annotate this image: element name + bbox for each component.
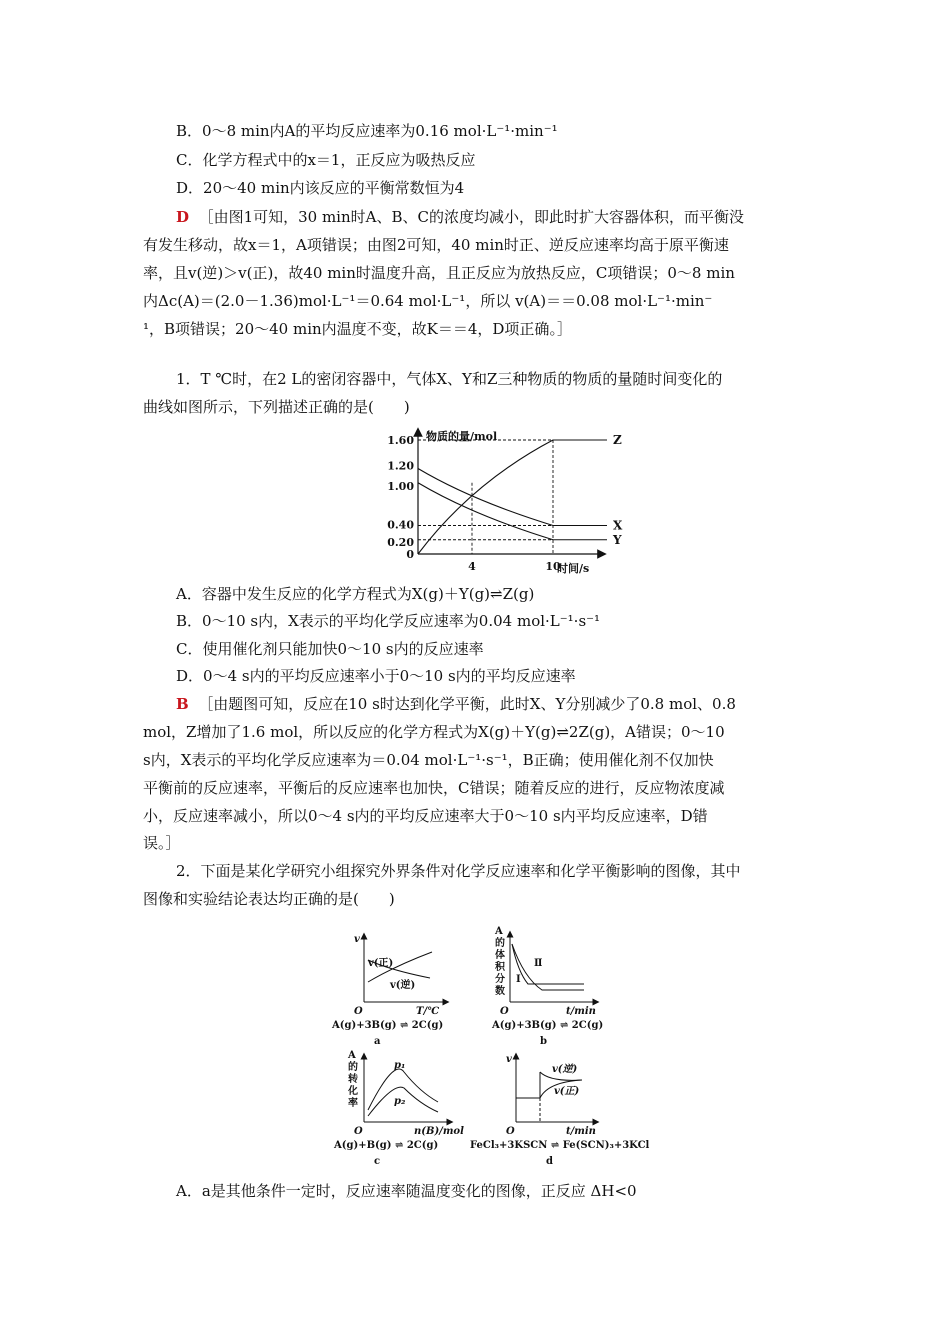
q1-explanation-4: 平衡前的反应速率，平衡后的反应速率也加快，C错误；随着反应的进行，反应物浓度减 bbox=[143, 779, 725, 797]
prev-answer: D bbox=[176, 208, 190, 226]
figure-d-curve2-label: v(正) bbox=[554, 1086, 580, 1097]
figure-b-xlabel: t/min bbox=[566, 1006, 596, 1017]
figure-d-xlabel: t/min bbox=[566, 1126, 596, 1137]
prev-explanation-5: ¹，B项错误；20～40 min内温度不变，故K＝＝4，D项正确。］ bbox=[143, 320, 572, 338]
prev-option-c: C．化学方程式中的x＝1，正反应为吸热反应 bbox=[176, 151, 476, 169]
figure-c-ylabel-3: 转 bbox=[348, 1074, 358, 1085]
figure-c-xlabel: n(B)/mol bbox=[414, 1126, 464, 1137]
q1-series-z bbox=[418, 440, 607, 554]
q1-ytick-4: 0.20 bbox=[387, 535, 414, 549]
figure-d-origin: O bbox=[506, 1126, 515, 1137]
figure-c-origin: O bbox=[354, 1126, 363, 1137]
q1-series-label-z: Z bbox=[613, 433, 622, 447]
q1-series-label-y: Y bbox=[613, 532, 622, 547]
figure-c bbox=[333, 1050, 464, 1167]
figure-c-ylabel-1: A bbox=[348, 1050, 356, 1061]
figure-a-xlabel: T/℃ bbox=[416, 1006, 440, 1017]
q1-explanation-6: 误。］ bbox=[143, 834, 181, 852]
figure-b-ylabel-2: 的 bbox=[495, 938, 505, 949]
figure-b-ylabel-1: A bbox=[495, 926, 503, 937]
figure-c-ylabel-4: 化 bbox=[348, 1086, 358, 1097]
figure-c-tag: c bbox=[374, 1156, 381, 1167]
prev-explanation-3: 率，且v(逆)＞v(正)，故40 min时温度升高，且正反应为放热反应，C项错误；0～8 min bbox=[143, 264, 735, 282]
q1-series-x bbox=[418, 469, 607, 526]
prev-answer-line bbox=[176, 206, 744, 228]
prev-explanation-1: ［由图1可知，30 min时A、B、C的浓度均减小，即此时扩大容器体积，而平衡没 bbox=[198, 208, 744, 226]
q1-option-a: A．容器中发生反应的化学方程式为X(g)＋Y(g)⇌Z(g) bbox=[176, 585, 535, 603]
figure-b-curve-ii bbox=[512, 944, 584, 990]
figure-a-origin: O bbox=[354, 1006, 363, 1017]
figure-b-curve-i bbox=[512, 944, 584, 984]
q1-option-d: D．0～4 s内的平均反应速率小于0～10 s内的平均反应速率 bbox=[176, 667, 576, 685]
q1-stem-1: 1．T ℃时，在2 L的密闭容器中，气体X、Y和Z三种物质的物质的量随时间变化的 bbox=[176, 370, 723, 388]
q1-explanation-1: ［由题图可知，反应在10 s时达到化学平衡，此时X、Y分别减少了0.8 mol、0.8 bbox=[198, 695, 736, 713]
figure-b-equation: A(g)+3B(g) ⇌ 2C(g) bbox=[492, 1020, 604, 1031]
q1-explanation-5: 小，反应速率减小，所以0～4 s内的平均反应速率大于0～10 s内平均反应速率，D错 bbox=[143, 807, 708, 825]
figure-a-tag: a bbox=[374, 1036, 381, 1047]
q1-answer-line bbox=[176, 693, 736, 715]
q2-option-a: A．a是其他条件一定时，反应速率随温度变化的图像，正反应 ΔH<0 bbox=[176, 1182, 637, 1200]
figure-d-ylabel: v bbox=[506, 1054, 512, 1065]
prev-option-b: B．0～8 min内A的平均反应速率为0.16 mol·L⁻¹·min⁻¹ bbox=[176, 122, 558, 140]
q2-stem-1: 2．下面是某化学研究小组探究外界条件对化学反应速率和化学平衡影响的图像，其中 bbox=[176, 862, 741, 880]
q2-figures bbox=[320, 922, 650, 1168]
prev-explanation-4: 内Δc(A)＝(2.0－1.36)mol·L⁻¹＝0.64 mol·L⁻¹，所以 v(A)＝＝0.08 mol·L⁻¹·min⁻ bbox=[143, 292, 713, 310]
q1-ytick-2: 1.00 bbox=[387, 479, 414, 493]
figure-b-ylabel-3: 体 bbox=[495, 950, 505, 961]
figure-a bbox=[331, 934, 446, 1047]
q1-option-b: B．0～10 s内，X表示的平均化学反应速率为0.04 mol·L⁻¹·s⁻¹ bbox=[176, 612, 601, 630]
figure-d-curve1-label: v(逆) bbox=[552, 1064, 578, 1075]
figure-b-tag: b bbox=[540, 1036, 547, 1047]
q1-answer: B bbox=[176, 695, 189, 713]
figure-c-ylabel-5: 率 bbox=[348, 1098, 358, 1109]
q1-series-label-x: X bbox=[613, 518, 623, 533]
q1-ytick-5: 0 bbox=[406, 548, 414, 561]
figure-b-ylabel-6: 数 bbox=[495, 986, 505, 997]
q1-xtick-1: 10 bbox=[545, 560, 561, 573]
q1-stem-2: 曲线如图所示，下列描述正确的是( ) bbox=[143, 398, 410, 416]
figure-a-curve2-label: v(逆) bbox=[390, 980, 416, 991]
q1-series-y bbox=[418, 483, 607, 540]
prev-explanation-2: 有发生移动，故x＝1，A项错误；由图2可知，40 min时正、逆反应速率均高于原平衡速 bbox=[143, 236, 729, 254]
q1-ytick-1: 1.20 bbox=[387, 459, 414, 473]
q2-stem-2: 图像和实验结论表达均正确的是( ) bbox=[143, 890, 395, 908]
figure-d-tag: d bbox=[546, 1156, 553, 1167]
figure-b-curve1-label: Ⅱ bbox=[534, 958, 543, 969]
q1-explanation-2: mol，Z增加了1.6 mol，所以反应的化学方程式为X(g)＋Y(g)⇌2Z(g)，A错误；0～10 bbox=[143, 723, 725, 741]
q1-ytick-3: 0.40 bbox=[387, 518, 414, 532]
figure-d-equation: FeCl₃+3KSCN ⇌ Fe(SCN)₃+3KCl bbox=[470, 1140, 650, 1151]
figure-a-equation: A(g)+3B(g) ⇌ 2C(g) bbox=[332, 1020, 444, 1031]
q1-option-c: C．使用催化剂只能加快0～10 s内的反应速率 bbox=[176, 640, 484, 658]
figure-c-ylabel-2: 的 bbox=[348, 1062, 358, 1073]
q1-chart bbox=[380, 424, 623, 580]
q1-explanation-3: s内，X表示的平均化学反应速率为＝0.04 mol·L⁻¹·s⁻¹，B正确；使用催化剂不仅加快 bbox=[143, 751, 714, 769]
figure-d bbox=[470, 1054, 650, 1167]
figure-c-curve2-label: p₂ bbox=[394, 1096, 406, 1107]
figure-b-curve2-label: Ⅰ bbox=[516, 974, 521, 985]
figure-a-ylabel: v bbox=[354, 934, 360, 945]
figure-a-curve1-label: v(正) bbox=[368, 958, 394, 969]
figure-c-curve1-label: p₁ bbox=[394, 1060, 406, 1071]
q1-chart-xlabel: 时间/s bbox=[557, 562, 590, 575]
q1-ytick-0: 1.60 bbox=[387, 434, 414, 447]
figure-b-ylabel-4: 积 bbox=[495, 962, 505, 973]
q1-chart-ylabel: 物质的量/mol bbox=[426, 430, 498, 443]
figure-b bbox=[491, 926, 603, 1047]
figure-c-equation: A(g)+B(g) ⇌ 2C(g) bbox=[334, 1140, 439, 1151]
figure-b-origin: O bbox=[500, 1006, 509, 1017]
figure-b-ylabel-5: 分 bbox=[495, 974, 505, 985]
q1-xtick-0: 4 bbox=[468, 560, 476, 573]
prev-option-d: D．20～40 min内该反应的平衡常数恒为4 bbox=[176, 179, 465, 197]
